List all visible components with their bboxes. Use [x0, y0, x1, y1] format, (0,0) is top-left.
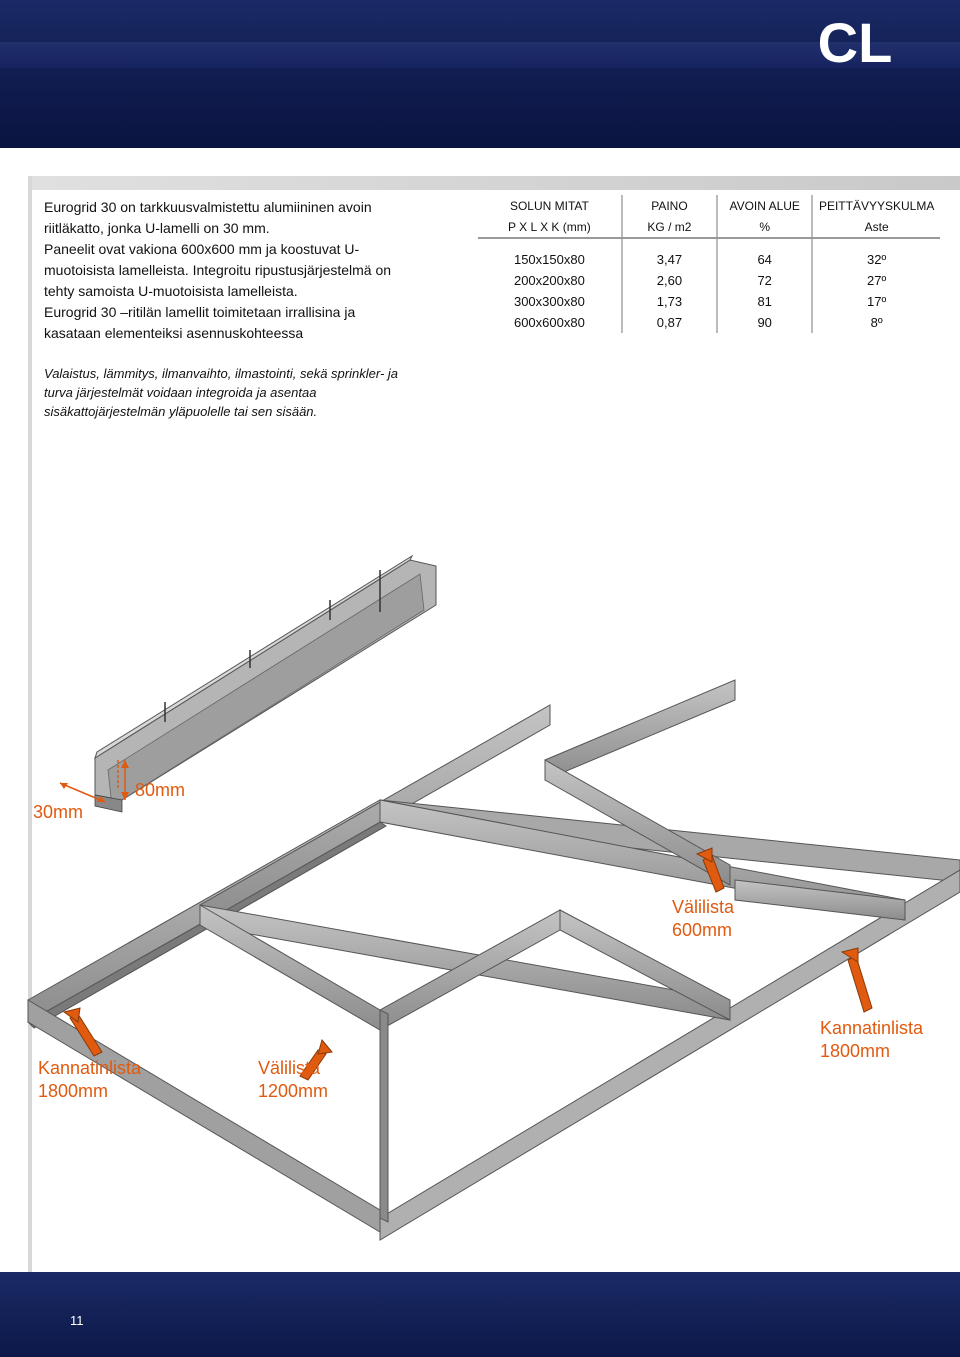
intro-line: riitläkatto, jonka U-lamelli on 30 mm. [44, 220, 270, 236]
label-kannatinlista-left [38, 1057, 141, 1103]
subheader-cell: P X L X K (mm) [478, 216, 622, 238]
cell-weight: 2,60 [622, 270, 717, 291]
integration-line: turva järjestelmät voidaan integroida ja asentaa [44, 385, 317, 400]
cell-open-area: 64 [717, 249, 812, 270]
subheader-cell: Aste [812, 216, 940, 238]
u-lamella-profile [95, 556, 436, 812]
intro-paragraph [44, 197, 414, 344]
table-row [478, 249, 940, 270]
header-cell: AVOIN ALUE [717, 195, 812, 216]
integration-line: Valaistus, lämmitys, ilmanvaihto, ilmastointi, sekä sprinkler- ja [44, 366, 399, 381]
label-valilista-1200 [258, 1057, 328, 1103]
subheader-cell: % [717, 216, 812, 238]
integration-note [44, 364, 424, 421]
cell-angle: 8º [870, 315, 883, 330]
intro-line: Eurogrid 30 –ritilän lamellit toimitetaan irrallisina ja [44, 304, 356, 320]
spec-table [478, 195, 940, 333]
dimension-height-label: 80mm [135, 780, 186, 800]
cell-size: 150x150x80 [478, 249, 622, 270]
table-row [478, 312, 940, 333]
cell-open-area: 90 [717, 312, 812, 333]
header-cell: SOLUN MITAT [478, 195, 622, 216]
table-row [478, 270, 940, 291]
label-length: 600mm [672, 920, 733, 940]
dimension-width-label: 30mm [33, 802, 84, 822]
cell-angle: 17º [867, 294, 887, 309]
intro-line: kasataan elementeiksi asennuskohteessa [44, 325, 304, 341]
cell-open-area: 81 [717, 291, 812, 312]
cell-size: 300x300x80 [478, 291, 622, 312]
header-cell: PAINO [622, 195, 717, 216]
intro-line: Eurogrid 30 on tarkkuusvalmistettu alumiininen avoin [44, 199, 372, 215]
page-number: 11 [70, 1313, 84, 1328]
cell-size: 600x600x80 [478, 312, 622, 333]
integration-line: sisäkattojärjestelmän yläpuolelle tai sen sisään. [44, 404, 318, 419]
cell-angle: 32º [867, 252, 887, 267]
label-valilista-600 [672, 896, 734, 942]
header-band [0, 0, 960, 148]
grid-illustration [0, 540, 960, 1270]
spec-subheader-row [478, 216, 940, 238]
label-length: 1800mm [820, 1041, 891, 1061]
label-length: 1800mm [38, 1081, 109, 1101]
cell-size: 200x200x80 [478, 270, 622, 291]
logo-text: CL [817, 11, 893, 74]
cell-weight: 3,47 [622, 249, 717, 270]
intro-line: Paneelit ovat vakiona 600x600 mm ja koostuvat U- [44, 241, 360, 257]
table-row [478, 291, 940, 312]
brand-logo [810, 6, 900, 78]
label-kannatinlista-right [820, 1017, 923, 1063]
section-rule [28, 176, 960, 190]
label-title: Kannatinlista [820, 1018, 924, 1038]
spec-gap-row [478, 238, 940, 249]
cell-weight: 1,73 [622, 291, 717, 312]
header-cell: PEITTÄVYYSKULMA [818, 198, 935, 213]
subheader-cell: KG / m2 [622, 216, 717, 238]
intro-line: tehty samoista U-muotoisista lamelleista. [44, 283, 298, 299]
label-length: 1200mm [258, 1081, 329, 1101]
intro-line: muotoisista lamelleista. Integroitu ripustusjärjestelmä on [44, 262, 392, 278]
label-title: Välilista [672, 897, 735, 917]
cell-angle: 27º [867, 273, 887, 288]
spec-header-row [478, 195, 940, 216]
cell-open-area: 72 [717, 270, 812, 291]
footer-band [0, 1272, 960, 1357]
cell-weight: 0,87 [622, 312, 717, 333]
label-title: Kannatinlista [38, 1058, 142, 1078]
label-title: Välilista [258, 1058, 321, 1078]
